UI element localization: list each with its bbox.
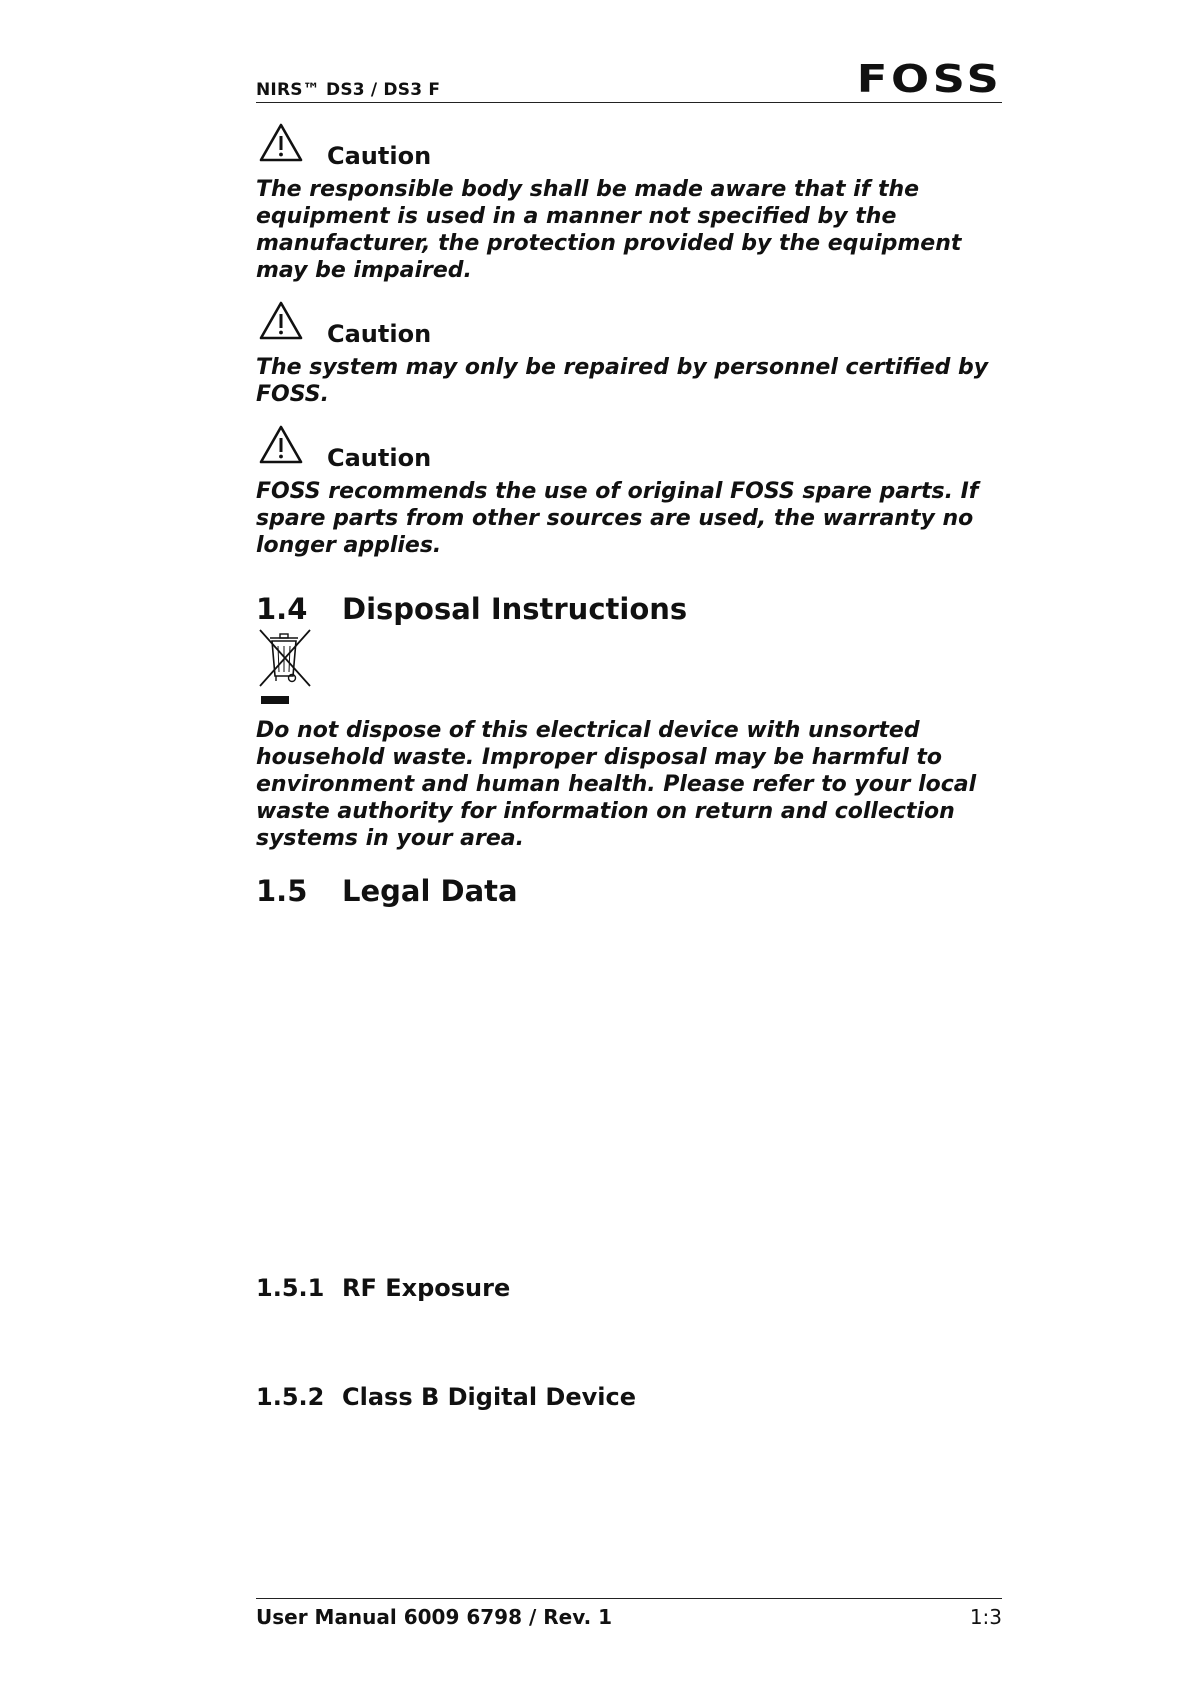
section-number: 1.4 <box>256 592 308 626</box>
caution-text: The system may only be repaired by personnel certified by FOSS. <box>256 355 989 407</box>
caution-block-2 <box>256 300 1016 408</box>
warning-triangle-icon <box>258 424 304 466</box>
subsection-title: RF Exposure <box>342 1274 511 1302</box>
footer-document-id: User Manual 6009 6798 / Rev. 1 <box>256 1605 613 1629</box>
subsection-number: 1.5.1 <box>256 1274 325 1302</box>
caution-label: Caution <box>327 444 432 472</box>
subsection-heading-rf-exposure <box>256 1274 510 1302</box>
warning-triangle-icon <box>258 300 304 342</box>
caution-text: FOSS recommends the use of original FOSS spare parts. If spare parts from other sources are used, the warranty no longer applies. <box>256 479 979 558</box>
foss-logo: FOSS <box>856 57 1002 101</box>
page-header <box>256 57 1002 103</box>
section-heading-legal <box>256 874 518 908</box>
section-heading-disposal <box>256 592 687 626</box>
header-title: NIRS™ DS3 / DS3 F <box>256 80 441 100</box>
section-number: 1.5 <box>256 874 308 908</box>
disposal-text: Do not dispose of this electrical device with unsorted household waste. Improper disposal may be harmful to environment and human health. Please refer to your local waste authority for information on return and collection systems in your area. <box>256 718 977 851</box>
caution-label: Caution <box>327 142 432 170</box>
caution-label: Caution <box>327 320 432 348</box>
subsection-number: 1.5.2 <box>256 1383 325 1411</box>
caution-block-3 <box>256 424 1016 559</box>
subsection-heading-class-b <box>256 1383 636 1411</box>
page-footer <box>256 1598 1002 1635</box>
page-number: 1:3 <box>969 1605 1002 1629</box>
crossed-out-wheelie-bin-icon <box>256 628 314 710</box>
section-title: Legal Data <box>342 874 518 908</box>
caution-text: The responsible body shall be made aware that if the equipment is used in a manner not specified by the manufacturer, the protection provided by the equipment may be impaired. <box>256 177 962 283</box>
warning-triangle-icon <box>258 122 304 164</box>
caution-block-1 <box>256 122 1016 284</box>
subsection-title: Class B Digital Device <box>342 1383 636 1411</box>
section-title: Disposal Instructions <box>342 592 688 626</box>
